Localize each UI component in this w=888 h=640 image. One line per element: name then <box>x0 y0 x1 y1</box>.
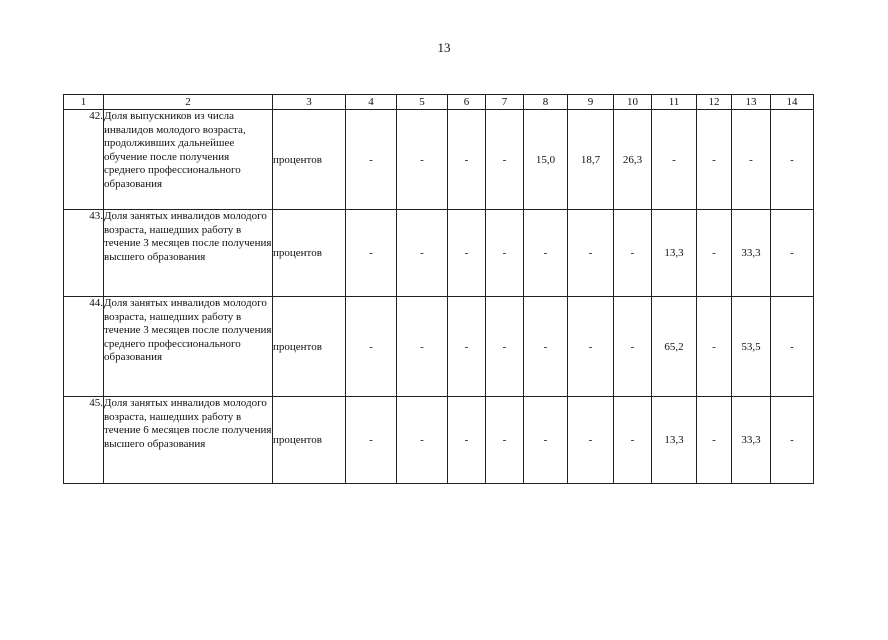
column-header: 9 <box>568 95 614 110</box>
value-cell: 13,3 <box>652 397 697 484</box>
value-cell: 13,3 <box>652 210 697 297</box>
value-cell: - <box>614 210 652 297</box>
value-cell: 65,2 <box>652 297 697 397</box>
value-cell: - <box>346 110 397 210</box>
unit-cell: процентов <box>273 210 346 297</box>
value-cell: - <box>614 297 652 397</box>
indicator-name: Доля занятых инвалидов молодого возраста, нашедших работу в течение 6 месяцев после получения высшего образования <box>104 397 273 484</box>
page-number: 13 <box>437 40 451 55</box>
value-cell: - <box>397 297 448 397</box>
value-cell: - <box>524 397 568 484</box>
value-cell: 26,3 <box>614 110 652 210</box>
value-cell: - <box>486 110 524 210</box>
value-cell: - <box>697 110 732 210</box>
value-cell: - <box>486 397 524 484</box>
table-row <box>64 397 814 484</box>
value-cell: 53,5 <box>732 297 771 397</box>
value-cell: - <box>346 397 397 484</box>
value-cell: - <box>697 210 732 297</box>
value-cell: - <box>697 397 732 484</box>
value-cell: - <box>568 210 614 297</box>
value-cell: - <box>346 297 397 397</box>
value-cell: - <box>397 110 448 210</box>
indicator-name: Доля занятых инвалидов молодого возраста, нашедших работу в течение 3 месяцев после получения среднего профессионального образования <box>104 297 273 397</box>
value-cell: - <box>448 210 486 297</box>
table-row <box>64 297 814 397</box>
value-cell: - <box>697 297 732 397</box>
column-header: 2 <box>104 95 273 110</box>
column-header: 7 <box>486 95 524 110</box>
value-cell: - <box>346 210 397 297</box>
value-cell: - <box>486 297 524 397</box>
value-cell: - <box>614 397 652 484</box>
unit-cell: процентов <box>273 110 346 210</box>
value-cell: - <box>568 297 614 397</box>
value-cell: 15,0 <box>524 110 568 210</box>
value-cell: - <box>448 110 486 210</box>
unit-cell: процентов <box>273 297 346 397</box>
value-cell: - <box>524 297 568 397</box>
value-cell: - <box>524 210 568 297</box>
column-header: 12 <box>697 95 732 110</box>
value-cell: - <box>486 210 524 297</box>
column-header: 14 <box>771 95 814 110</box>
indicator-name: Доля выпускников из числа инвалидов молодого возраста, продолживших дальнейшее обучение после получения среднего профессионального образования <box>104 110 273 210</box>
indicators-table <box>63 94 814 484</box>
value-cell: 18,7 <box>568 110 614 210</box>
value-cell: 33,3 <box>732 210 771 297</box>
column-header: 3 <box>273 95 346 110</box>
row-number: 42. <box>64 110 104 210</box>
value-cell: - <box>771 110 814 210</box>
column-header: 11 <box>652 95 697 110</box>
value-cell: - <box>771 210 814 297</box>
value-cell: - <box>448 397 486 484</box>
header-row <box>64 95 814 110</box>
value-cell: 33,3 <box>732 397 771 484</box>
indicator-name: Доля занятых инвалидов молодого возраста, нашедших работу в течение 3 месяцев после получения высшего образования <box>104 210 273 297</box>
row-number: 45. <box>64 397 104 484</box>
table-row <box>64 110 814 210</box>
value-cell: - <box>448 297 486 397</box>
column-header: 6 <box>448 95 486 110</box>
row-number: 43. <box>64 210 104 297</box>
value-cell: - <box>771 397 814 484</box>
column-header: 4 <box>346 95 397 110</box>
row-number: 44. <box>64 297 104 397</box>
value-cell: - <box>397 397 448 484</box>
column-header: 1 <box>64 95 104 110</box>
column-header: 10 <box>614 95 652 110</box>
table-row <box>64 210 814 297</box>
value-cell: - <box>771 297 814 397</box>
value-cell: - <box>397 210 448 297</box>
unit-cell: процентов <box>273 397 346 484</box>
column-header: 13 <box>732 95 771 110</box>
value-cell: - <box>732 110 771 210</box>
column-header: 5 <box>397 95 448 110</box>
value-cell: - <box>652 110 697 210</box>
column-header: 8 <box>524 95 568 110</box>
value-cell: - <box>568 397 614 484</box>
